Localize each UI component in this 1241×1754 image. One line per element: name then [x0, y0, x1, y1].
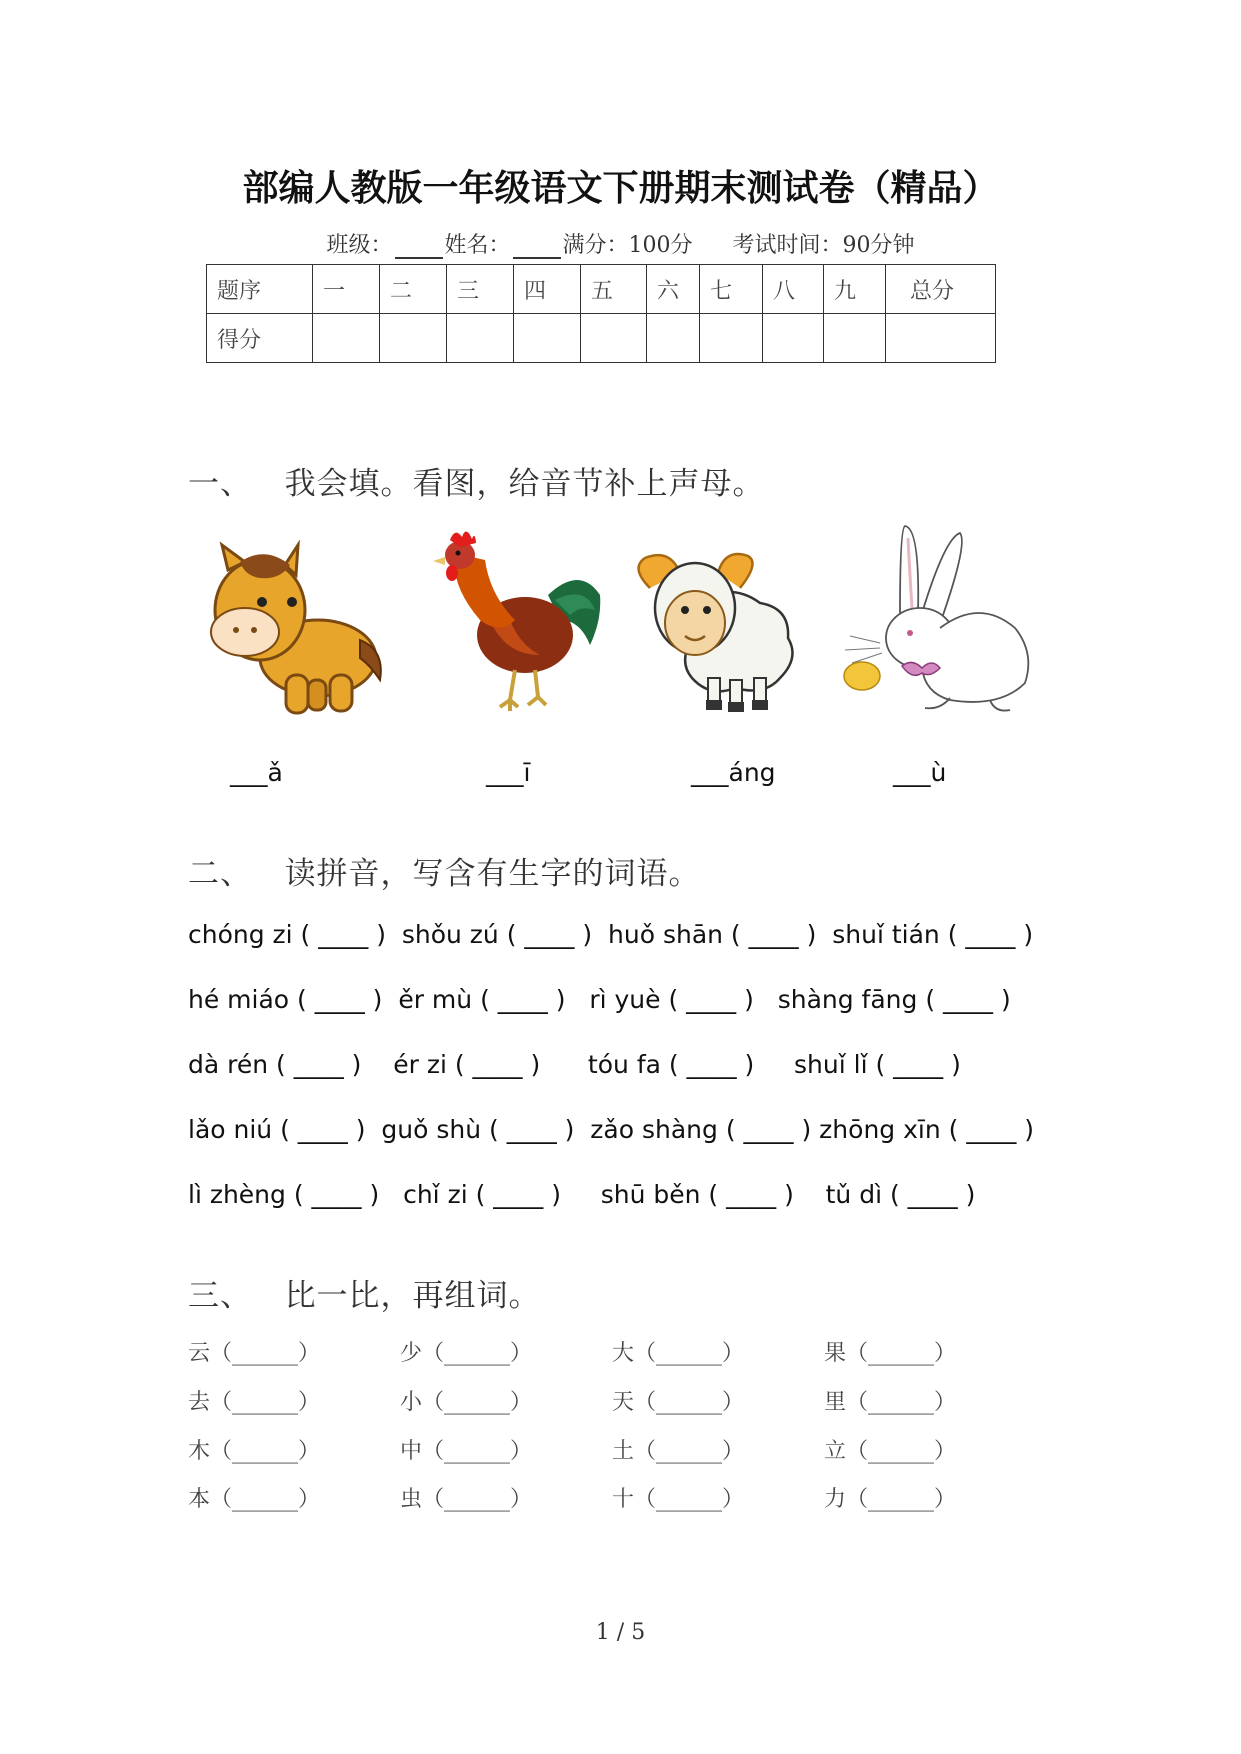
score-cell[interactable] — [700, 314, 763, 363]
compare-item[interactable]: 虫（______） — [400, 1487, 533, 1512]
compare-item[interactable]: 力（______） — [824, 1487, 957, 1512]
exam-time: 考试时间：90分钟 — [732, 233, 915, 258]
compare-item[interactable]: 天（______） — [612, 1390, 745, 1415]
answer-slot[interactable]: ___ù — [893, 758, 947, 787]
compare-item[interactable]: 立（______） — [824, 1439, 957, 1464]
rooster-icon — [430, 525, 605, 720]
table-cell-header: 总分 — [886, 265, 996, 314]
compare-item[interactable]: 云（______） — [188, 1341, 321, 1366]
section-number: 二、 — [188, 856, 252, 892]
full-score: 满分：100分 — [562, 233, 693, 258]
table-cell-header: 六 — [647, 265, 700, 314]
rabbit-icon — [830, 518, 1040, 718]
section-heading: 比一比，再组词。 — [284, 1278, 541, 1314]
name-blank[interactable] — [513, 235, 561, 259]
answer-slot[interactable]: ___ǎ — [230, 758, 283, 787]
score-cell[interactable] — [514, 314, 581, 363]
table-cell-header: 二 — [380, 265, 447, 314]
compare-item[interactable]: 去（______） — [188, 1390, 321, 1415]
score-cell[interactable] — [763, 314, 824, 363]
compare-item[interactable]: 中（______） — [400, 1439, 533, 1464]
class-blank[interactable] — [395, 235, 443, 259]
score-table-score-row — [207, 314, 996, 363]
score-cell[interactable] — [886, 314, 996, 363]
table-cell-header: 五 — [581, 265, 647, 314]
table-cell-header: 七 — [700, 265, 763, 314]
exam-meta — [0, 228, 1241, 259]
table-cell-header: 三 — [447, 265, 514, 314]
name-label: 姓名： — [444, 233, 511, 258]
score-cell[interactable] — [824, 314, 886, 363]
compare-item[interactable]: 十（______） — [612, 1487, 745, 1512]
score-cell[interactable] — [313, 314, 380, 363]
table-cell-header: 一 — [313, 265, 380, 314]
score-table-header-row — [207, 265, 996, 314]
compare-item[interactable]: 大（______） — [612, 1341, 745, 1366]
section-heading: 我会填。看图，给音节补上声母。 — [284, 466, 765, 502]
pinyin-row[interactable]: chóng zi ( ____ ) shǒu zú ( ____ ) huǒ shān ( ____ ) shuǐ tián ( ____ ) — [188, 920, 1034, 949]
table-cell-header: 四 — [514, 265, 581, 314]
compare-item[interactable]: 果（______） — [824, 1341, 957, 1366]
pinyin-row[interactable]: dà rén ( ____ ) ér zi ( ____ ) tóu fa ( ____ ) shuǐ lǐ ( ____ ) — [188, 1050, 961, 1079]
section-1-title — [188, 458, 765, 503]
sheep-icon — [630, 548, 805, 723]
compare-item[interactable]: 木（______） — [188, 1439, 321, 1464]
section-2-title — [188, 848, 701, 893]
score-cell[interactable] — [581, 314, 647, 363]
compare-item[interactable]: 里（______） — [824, 1390, 957, 1415]
section-number: 一、 — [188, 466, 252, 502]
section-3-title — [188, 1270, 541, 1315]
table-cell-row-label: 得分 — [207, 314, 313, 363]
pinyin-row[interactable]: lì zhèng ( ____ ) chǐ zi ( ____ ) shū běn ( ____ ) tǔ dì ( ____ ) — [188, 1180, 976, 1209]
table-cell-header: 八 — [763, 265, 824, 314]
compare-item[interactable]: 少（______） — [400, 1341, 533, 1366]
page-title: 部编人教版一年级语文下册期末测试卷（精品） — [242, 168, 999, 209]
class-label: 班级： — [326, 233, 393, 258]
compare-item[interactable]: 小（______） — [400, 1390, 533, 1415]
score-cell[interactable] — [380, 314, 447, 363]
score-cell[interactable] — [647, 314, 700, 363]
page-number: 1 / 5 — [595, 1620, 646, 1645]
section-number: 三、 — [188, 1278, 252, 1314]
answer-slot[interactable]: ___ī — [486, 758, 531, 787]
score-cell[interactable] — [447, 314, 514, 363]
table-cell-header: 九 — [824, 265, 886, 314]
answer-slot[interactable]: ___áng — [691, 758, 776, 787]
pinyin-row[interactable]: hé miáo ( ____ ) ěr mù ( ____ ) rì yuè ( ____ ) shàng fāng ( ____ ) — [188, 985, 1011, 1014]
pinyin-row[interactable]: lǎo niú ( ____ ) guǒ shù ( ____ ) zǎo shàng ( ____ ) zhōng xīn ( ____ ) — [188, 1115, 1035, 1144]
horse-icon — [200, 540, 390, 720]
compare-item[interactable]: 本（______） — [188, 1487, 321, 1512]
score-table — [206, 264, 996, 363]
section-heading: 读拼音，写含有生字的词语。 — [284, 856, 701, 892]
table-cell-header: 题序 — [207, 265, 313, 314]
compare-item[interactable]: 土（______） — [612, 1439, 745, 1464]
